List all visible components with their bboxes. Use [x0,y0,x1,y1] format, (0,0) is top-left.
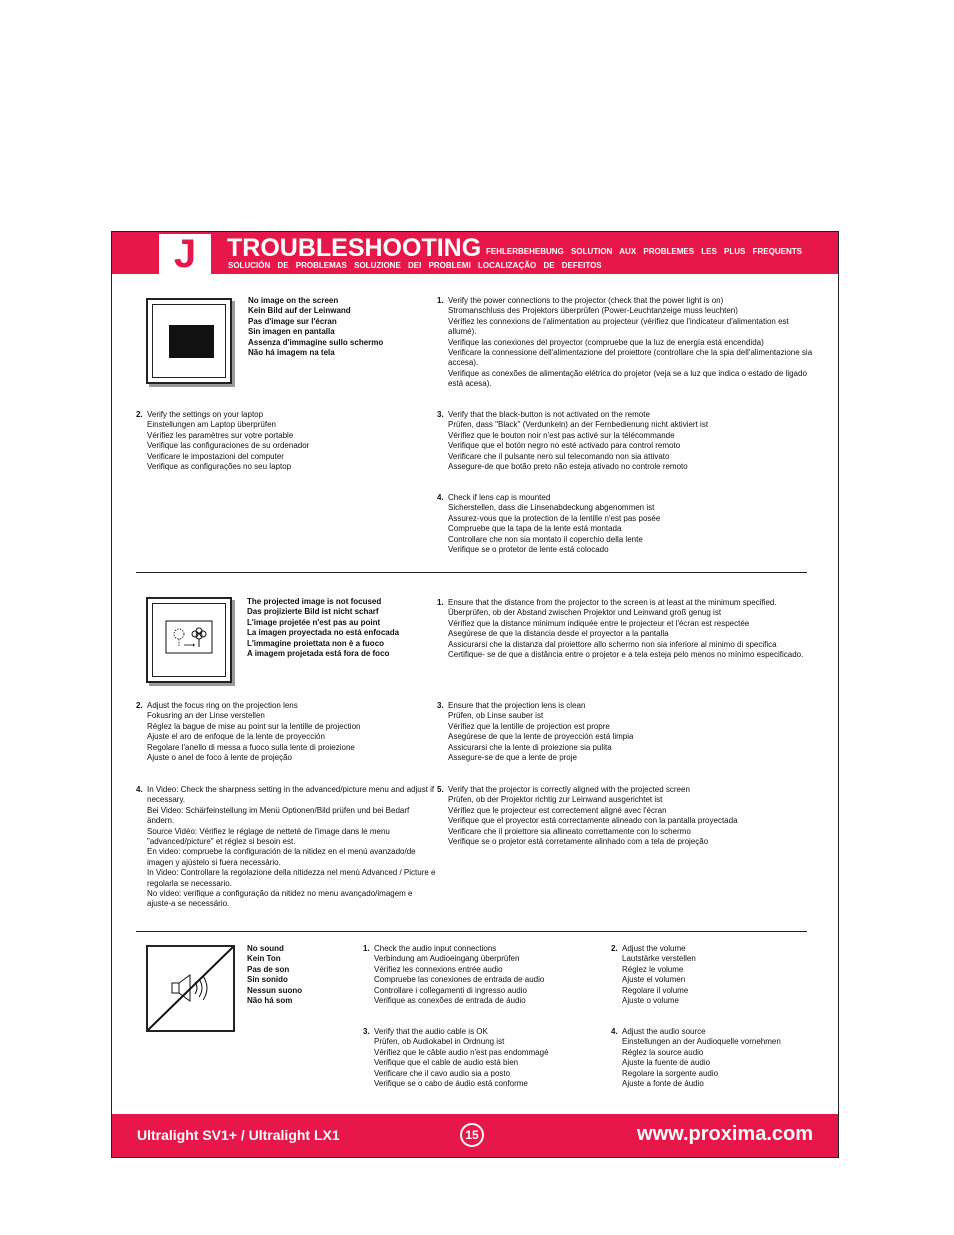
website-link[interactable]: www.proxima.com [637,1123,813,1145]
blank-screen-icon [146,298,232,384]
sound-step-2: 2. Adjust the volume Lautstärke verstellen Réglez le volume Ajuste el volumen Regolare il volume Ajuste o volume [611,944,696,1006]
section-letter-box [159,234,211,274]
subtitle-line-1: FEHLERBEHEBUNG SOLUTION AUX PROBLEMES LES PLUS FREQUENTS [486,247,802,256]
unfocused-image-icon [146,597,232,683]
focus-step-1: 1. Ensure that the distance from the projector to the screen is at least at the minimum specified. Überprüfen, ob der Abstand zwischen Projektor und Leinwand groß genug ist Vérifiez que la distance minimum indiquée entre le projecteur et l'écran est respectée Asegúrese de que la distancia desde el proyector a la pantalla Assicurarsi che la distanza dal proiettore allo schermo non sia inferiore al minimo di specifica Certifique- se de que a distância entre o projetor e a tela esteja pelo menos no mínimo especificado. [437,598,804,660]
muted-speaker-icon [146,945,235,1032]
no-image-step-2: 2. Verify the settings on your laptop Einstellungen am Laptop überprüfen Vérifiez les paramètres sur votre portable Verifique las configuraciones de su ordenador Verificare le impostazioni del computer Verifique as configurações no seu laptop [136,410,310,472]
problem-title-no-image: No image on the screen Kein Bild auf der Leinwand Pas d'image sur l'écran Sin imagen en pantalla Assenza d'immagine sullo schermo Não há imagem na tela [248,296,384,358]
sound-step-1: 1. Check the audio input connections Verbindung am Audioeingang überprüfen Vérifiez les connexions entrée audio Compruebe las conexiones de entrada de audio Controllare i collegamenti di ingresso audio Verifique as conexões de entrada de áudio [363,944,545,1006]
focus-step-5: 5. Verify that the projector is correctly aligned with the projected screen Prüfen, ob der Projektor richtig zur Leinwand ausgerichtet ist Vérifiez que le projecteur est correctement aligné avec l'écran Verifique que el proyector está correctamente alineado con la pantalla proyectada Verificare che il proiettore sia allineato correttamente con lo schermo Verifique se o projetor está corretamente alinhado com a tela de projeção [437,785,738,847]
page-title: TROUBLESHOOTING [227,234,482,262]
footer-band [112,1114,838,1157]
troubleshooting-page [111,231,839,1158]
sound-step-4: 4. Adjust the audio source Einstellungen an der Audioquelle vornehmen Réglez la source audio Ajuste la fuente de audio Regolare la sorgente audio Ajuste a fonte de áudio [611,1027,781,1089]
problem-title-no-sound: No sound Kein Ton Pas de son Sin sonido Nessun suono Não há som [247,944,303,1006]
section-divider-1 [136,572,807,573]
no-image-step-4: 4. Check if lens cap is mounted Sicherstellen, dass die Linsenabdeckung abgenommen ist Assurez-vous que la protection de la lentille n'est pas posée Compruebe que la tapa de la lente está montada Controllare che non sia montato il coperchio della lente Verifique se o protetor de lente está colocado [437,493,661,555]
section-letter: J [173,232,197,276]
header-band [112,232,838,274]
problem-title-not-focused: The projected image is not focused Das projizierte Bild ist nicht scharf L'image projetée n'est pas au point La imagen proyectada no está enfocada L'immagine proiettata non è a fuoco A imagem projetada está fora de foco [247,597,400,659]
sound-step-3: 3. Verify that the audio cable is OK Prüfen, ob Audiokabel in Ordnung ist Vérifiez que le câble audio n'est pas endommagé Verifique que el cable de audio está bien Verificare che il cavo audio sia a posto Verifique se o cabo de áudio está conforme [363,1027,549,1089]
no-image-step-1: 1. Verify the power connections to the projector (check that the power light is on) Stromanschluss des Projektors überprüfen (Power-Leuchtanzeige muss leuchten) Vérifiez les connexions de l'alimentation au projecteur (vérifiez que l'indicateur d'alimentation est allumé). Verifique las conexiones del proyector (compruebe que la luz de energía está encendida) Verificare la connessione dell'alimentazione del proiettore (controllare che la spia dell'alimentazione sia accesa). Verifique as conexões de alimentação elétrica do projetor (veja se a luz que indica o estado de ligado está acesa). [437,296,815,389]
focus-step-2: 2. Adjust the focus ring on the projection lens Fokusring an der Linse verstellen Réglez la bague de mise au point sur la lentille de projection Ajuste el aro de enfoque de la lente de proyección Regolare l'anello di messa a fuoco sulla lente di proiezione Ajuste o anel de foco à lente de projeção [136,701,361,763]
no-image-step-3: 3. Verify that the black-button is not activated on the remote Prüfen, dass "Black" (Verdunkeln) an der Fernbedienung nicht aktiviert ist Vérifiez que le bouton noir n'est pas activé sur la télécommande Verifique que el botón negro no esté activado para control remoto Verificare che il pulsante nero sul telecomando non sia attivato Assegure-de que botão preto não esteja ativado no controle remoto [437,410,709,472]
focus-step-3: 3. Ensure that the projection lens is clean Prüfen, ob Linse sauber ist Vérifiez que la lentille de projection est propre Asegúrese de que la lente de proyección está limpia Assicurarsi che la lente di proiezione sia pulita Assegure-se de que a lente de proje [437,701,634,763]
product-model: Ultralight SV1+ / Ultralight LX1 [137,1127,340,1143]
focus-step-4: 4. In Video: Check the sharpness setting in the advanced/picture menu and adjust if necessary. Bei Video: Schärfeinstellung im Menü Optionen/Bild prüfen und bei Bedarf ändern. Source Vidéo: Vérifiez le réglage de netteté de l'image dans le menu "advanced/picture" et réglez si besoin est. En video: compruebe la configuración de la nitidez en el menú avanzado/de imagen y ajústelo si fuera necessário. In Video: Controllare la regolazione della nitidezza nel menù Advanced / Picture e regolarla se necessario. No vídeo: verifique a configuração da nitidez no menu avançado/imagem e ajuste-a se necessário. [136,785,438,909]
subtitle-line-2: SOLUCIÓN DE PROBLEMAS SOLUZIONE DEI PROBLEMI LOCALIZAÇÃO DE DEFEITOS [228,261,602,270]
page-number: 15 [460,1123,484,1147]
section-divider-2 [136,931,807,932]
